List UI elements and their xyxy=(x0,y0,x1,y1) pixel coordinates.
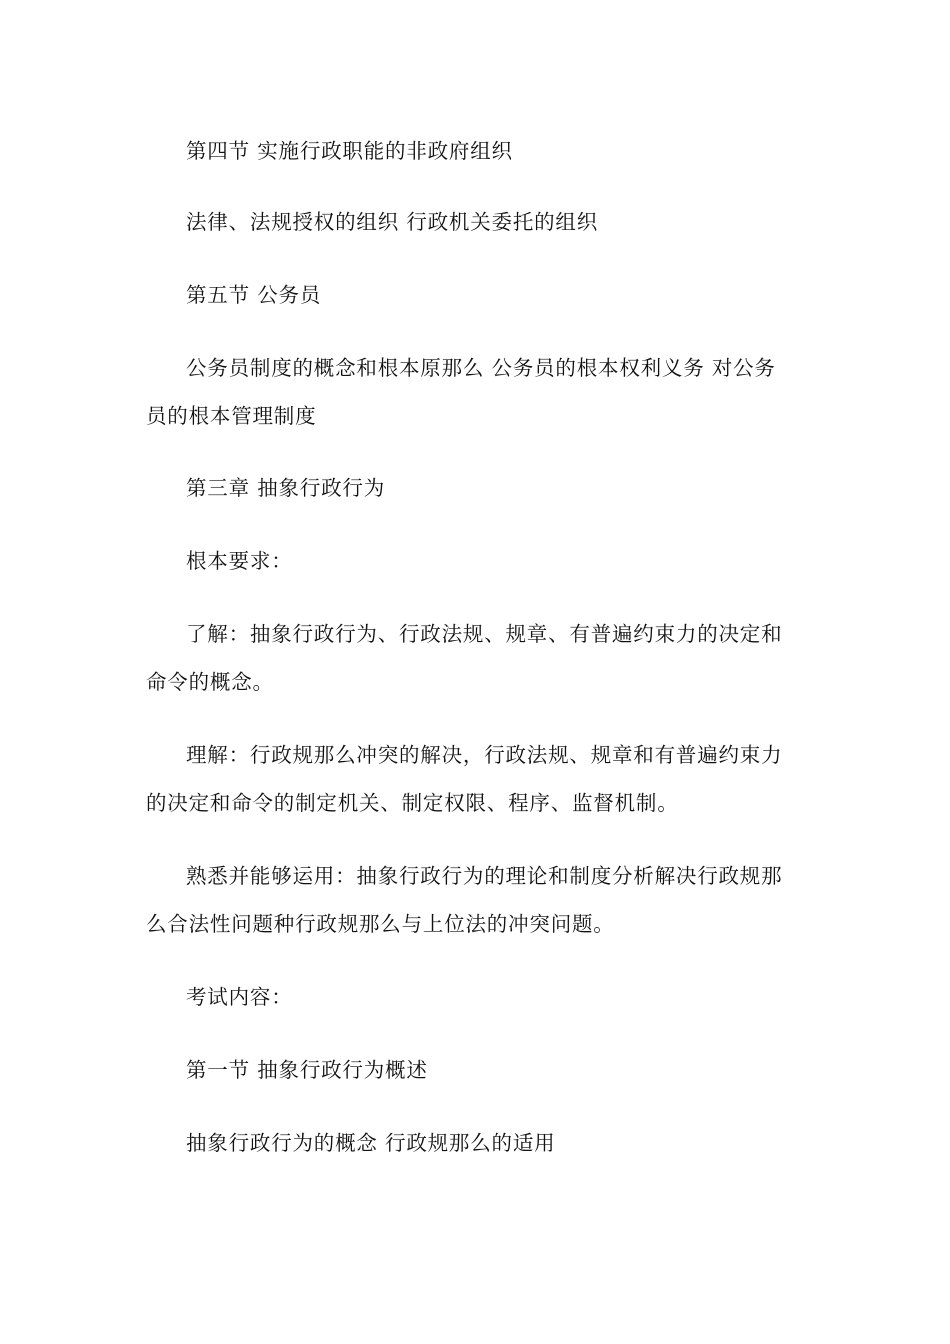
section-heading-4: 第四节 实施行政职能的非政府组织 xyxy=(186,139,513,163)
section-heading-5: 第五节 公务员 xyxy=(186,283,322,307)
body-paragraph: 熟悉并能够运用：抽象行政行为的理论和制度分析解决行政规那么合法性问题种行政规那么与上位法的冲突问题。 xyxy=(146,864,783,936)
chapter-heading-3: 第三章 抽象行政行为 xyxy=(186,476,386,500)
body-paragraph: 理解：行政规那么冲突的解决，行政法规、规章和有普遍约束力的决定和命令的制定机关、制定权限、程序、监督机制。 xyxy=(146,743,783,815)
body-paragraph: 法律、法规授权的组织 行政机关委托的组织 xyxy=(186,210,599,234)
exam-content-label: 考试内容： xyxy=(186,985,293,1009)
body-paragraph: 抽象行政行为的概念 行政规那么的适用 xyxy=(186,1131,556,1155)
body-paragraph: 公务员制度的概念和根本原那么 公务员的根本权利义务 对公务员的根本管理制度 xyxy=(146,356,776,428)
body-paragraph: 了解：抽象行政行为、行政法规、规章、有普遍约束力的决定和命令的概念。 xyxy=(146,622,783,694)
requirements-label: 根本要求： xyxy=(186,549,293,573)
section-heading-1: 第一节 抽象行政行为概述 xyxy=(186,1058,428,1082)
